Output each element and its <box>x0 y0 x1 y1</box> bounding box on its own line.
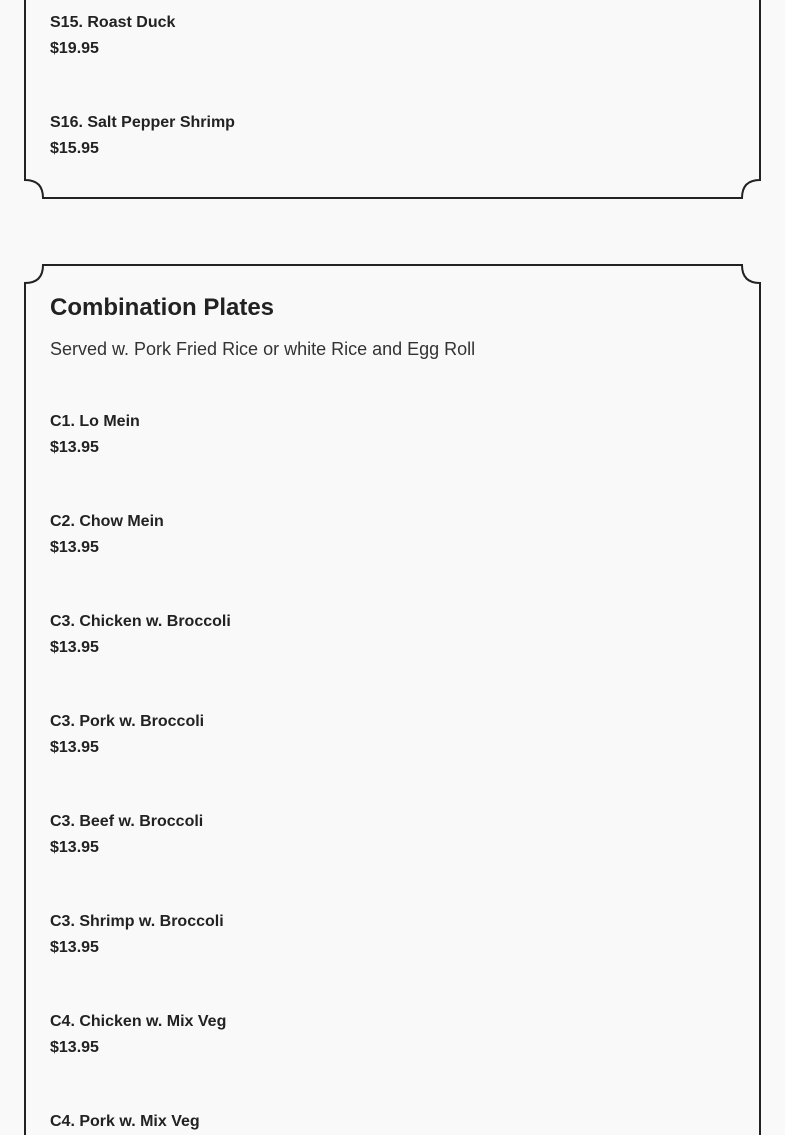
item-name: C4. Chicken w. Mix Veg <box>50 1013 227 1030</box>
item-price: $13.95 <box>50 439 99 456</box>
item-name: C1. Lo Mein <box>50 413 140 430</box>
section-title: Combination Plates <box>50 294 275 321</box>
menu-item[interactable] <box>50 412 140 458</box>
menu-item[interactable] <box>50 13 175 59</box>
menu-item[interactable] <box>50 612 231 658</box>
section-description: Served w. Pork Fried Rice or white Rice and Egg Roll <box>50 339 476 359</box>
item-price: $15.95 <box>50 140 99 157</box>
item-name: C3. Pork w. Broccoli <box>50 713 205 730</box>
item-name: S15. Roast Duck <box>50 14 176 31</box>
combination-section <box>50 293 745 1135</box>
menu-item[interactable] <box>50 512 164 558</box>
item-name: S16. Salt Pepper Shrimp <box>50 114 235 131</box>
item-name: C2. Chow Mein <box>50 513 164 530</box>
item-price: $13.95 <box>50 739 99 756</box>
item-price: $19.95 <box>50 40 99 57</box>
menu-item[interactable] <box>50 912 224 958</box>
item-price: $13.95 <box>50 839 99 856</box>
top-section-items <box>50 0 745 200</box>
menu-item[interactable] <box>50 1112 200 1135</box>
item-price: $13.95 <box>50 1039 99 1056</box>
menu-item[interactable] <box>50 1012 226 1058</box>
item-price: $13.95 <box>50 639 99 656</box>
menu-item[interactable] <box>50 113 235 159</box>
item-price: $13.95 <box>50 939 99 956</box>
item-price: $13.95 <box>50 539 99 556</box>
menu-item[interactable] <box>50 812 203 858</box>
menu-item[interactable] <box>50 712 204 758</box>
item-name: C3. Chicken w. Broccoli <box>50 613 231 630</box>
item-name: C3. Beef w. Broccoli <box>50 813 204 830</box>
item-name: C3. Shrimp w. Broccoli <box>50 913 224 930</box>
item-name: C4. Pork w. Mix Veg <box>50 1113 200 1130</box>
